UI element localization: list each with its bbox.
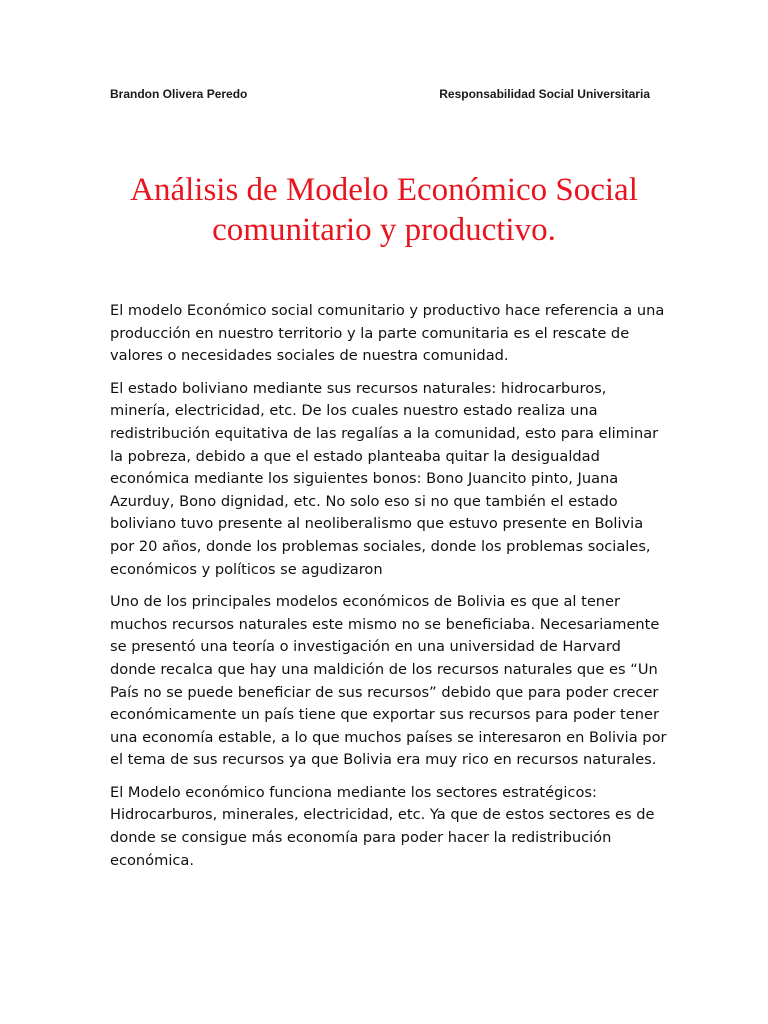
paragraph: El estado boliviano mediante sus recursos naturales: hidrocarburos, minería, electricidad, etc. De los cuales nuestro estado realiza una redistribución equitativa de las regalías a la comunidad, esto para eliminar la pobreza, debido a que el estado planteaba quitar la desigualdad económica mediante los siguientes bonos: Bono Juancito pinto, Juana Azurduy, Bono dignidad, etc. No solo eso si no que también el estado boliviano tuvo presente al neoliberalismo que estuvo presente en Bolivia por 20 años, donde los problemas sociales, donde los problemas sociales, económicos y políticos se agudizaron [110, 379, 659, 578]
paragraph: El Modelo económico funciona mediante los sectores estratégicos: Hidrocarburos, minerales, electricidad, etc. Ya que de estos sectores es de donde se consigue más economía para poder hacer la redistribución económica. [110, 783, 655, 869]
document-title [60, 170, 708, 250]
paragraph: El modelo Económico social comunitario y productivo hace referencia a una producción en nuestro territorio y la parte comunitaria es el rescate de valores o necesidades sociales de nuestra comunidad. [110, 302, 665, 365]
document-body [110, 300, 668, 882]
paragraph: Uno de los principales modelos económicos de Bolivia es que al tener muchos recursos naturales este mismo no se beneficiaba. Necesariamente se presentó una teoría o investigación en una universidad de Harvard donde recalca que hay una maldición de los recursos naturales que es “Un País no se puede beneficiar de sus recursos” debido que para poder crecer económicamente un país tiene que exportar sus recursos para poder tener una economía estable, a lo que muchos países se interesaron en Bolivia por el tema de sus recursos ya que Bolivia era muy rico en recursos naturales. [110, 593, 667, 769]
title-line-2: comunitario y productivo. [212, 212, 556, 248]
page-header [110, 87, 650, 101]
author-name: Brandon Olivera Peredo [110, 87, 248, 101]
course-name: Responsabilidad Social Universitaria [439, 87, 650, 101]
title-line-1: Análisis de Modelo Económico Social [130, 172, 638, 208]
